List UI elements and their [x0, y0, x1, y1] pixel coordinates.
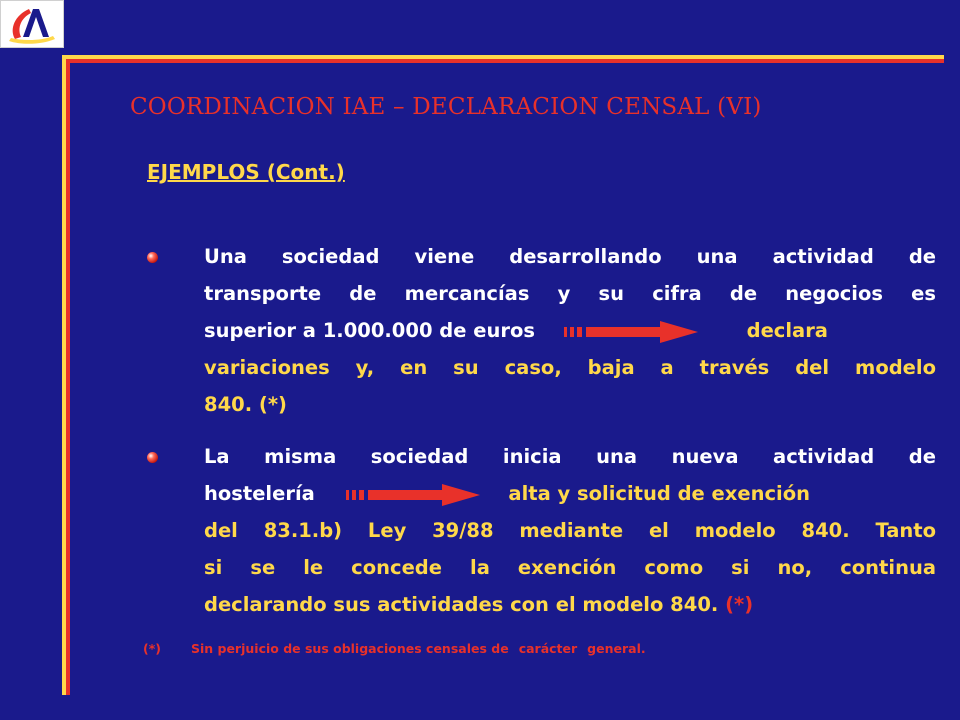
footnote-text-3: general.: [587, 641, 646, 656]
bullet-2: [204, 438, 936, 623]
bullet-1-line-3-text: superior a 1.000.000 de euros: [204, 319, 536, 342]
red-ball-bullet-icon: [147, 252, 158, 263]
bullet-1: [204, 238, 936, 423]
footnote-marker: (*): [143, 641, 161, 656]
footnote: [143, 641, 646, 656]
footnote-text-2: carácter: [518, 641, 578, 656]
slide-subtitle: EJEMPLOS (Cont.): [147, 160, 345, 184]
slide-border-top-red: [66, 59, 944, 63]
bullet-2-highlight: alta y solicitud de exención: [508, 482, 810, 505]
bullet-1-line-3: [204, 312, 936, 349]
bullet-2-line-2-text: hostelería: [204, 482, 315, 505]
bullet-1-line-4: variaciones y, en su caso, baja a través del modelo: [204, 356, 936, 379]
agencia-tributaria-logo-icon: [0, 0, 64, 48]
bullet-2-line-5-text: declarando sus actividades con el modelo 840.: [204, 593, 719, 616]
right-arrow-icon: [564, 321, 698, 343]
bullet-2-line-4: si se le concede la exención como si no, continua: [204, 556, 936, 579]
slide-border-left-red: [66, 59, 70, 695]
bullet-2-line-5: [204, 586, 936, 623]
bullet-2-line-3: del 83.1.b) Ley 39/88 mediante el modelo 840. Tanto: [204, 519, 936, 542]
red-ball-bullet-icon: [147, 452, 158, 463]
bullet-1-highlight: declara: [746, 319, 828, 342]
slide-title: COORDINACION IAE – DECLARACION CENSAL (VI): [130, 94, 762, 120]
bullet-1-line-1: Una sociedad viene desarrollando una actividad de: [204, 245, 936, 268]
bullet-2-line-2: [204, 475, 936, 512]
bullet-1-line-2: transporte de mercancías y su cifra de negocios es: [204, 282, 936, 305]
bullet-1-line-5: [204, 386, 936, 423]
bullet-2-line-1: La misma sociedad inicia una nueva actividad de: [204, 445, 936, 468]
bullet-2-note-marker: (*): [725, 593, 754, 616]
bullet-1-line-5-text: 840.: [204, 393, 253, 416]
footnote-text-1: Sin perjuicio de sus obligaciones censales de: [190, 641, 509, 656]
bullet-1-note-marker: (*): [258, 393, 287, 416]
right-arrow-icon: [346, 484, 480, 506]
